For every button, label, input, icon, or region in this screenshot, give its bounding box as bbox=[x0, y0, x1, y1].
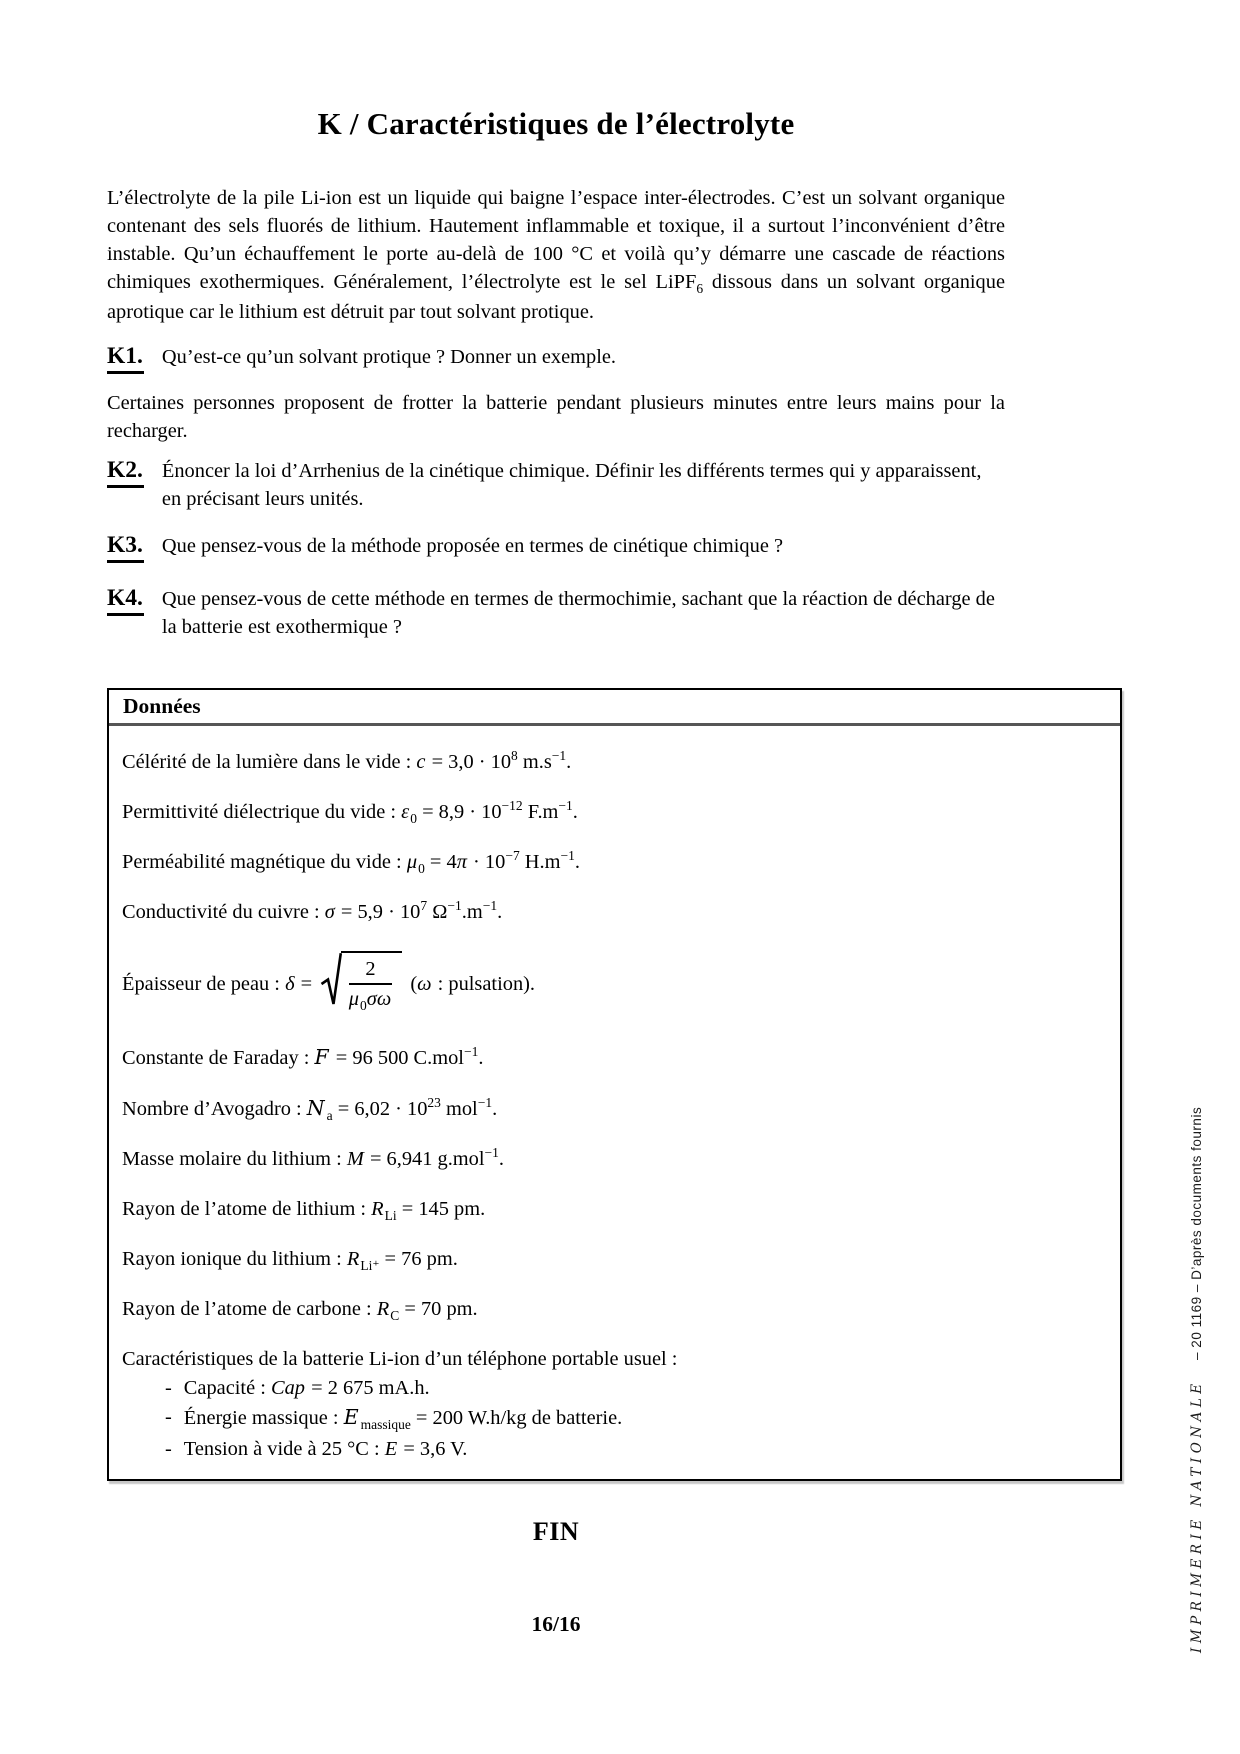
math-variable: μ bbox=[406, 851, 418, 873]
subscript: Li bbox=[384, 1208, 397, 1223]
donnees-box bbox=[107, 688, 1122, 1481]
math-variable: R bbox=[346, 1248, 360, 1270]
superscript: −1 bbox=[484, 1145, 499, 1160]
donnees-header: Données bbox=[109, 690, 1120, 726]
donnees-item: Perméabilité magnétique du vide : $\mu_0 = 4\pi \cdot 10^{-7}$ $H.m^{-1}$. bbox=[122, 848, 580, 876]
superscript: −1 bbox=[463, 1044, 479, 1059]
question-k3-text: Que pensez-vous de la méthode proposée en termes de cinétique chimique ? bbox=[161, 535, 784, 557]
question-k4 bbox=[107, 584, 1005, 641]
interlude-paragraph: Certaines personnes proposent de frotter la batterie pendant plusieurs minutes entre leurs mains pour la recharger. bbox=[107, 392, 1005, 442]
superscript: 23 bbox=[427, 1095, 441, 1110]
subscript: C bbox=[390, 1308, 400, 1323]
subscript: 0 bbox=[360, 998, 367, 1013]
question-k2 bbox=[107, 456, 1005, 513]
math-variable: c bbox=[416, 751, 426, 773]
donnees-item-battery bbox=[122, 1345, 1104, 1463]
math-variable: σω bbox=[366, 988, 392, 1010]
subscript: 6 bbox=[696, 281, 704, 296]
subscript: a bbox=[326, 1108, 333, 1123]
donnees-item: Rayon ionique du lithium : $R_{Li^+} = 76$ pm. bbox=[122, 1248, 458, 1273]
page-number: 16/16 bbox=[531, 1612, 581, 1636]
superscript: 7 bbox=[420, 898, 428, 913]
superscript: −1 bbox=[447, 898, 462, 913]
script-letter: F bbox=[314, 1045, 329, 1069]
dash-bullet: - bbox=[165, 1377, 172, 1399]
page-title: K / Caractéristiques de l’électrolyte bbox=[317, 106, 795, 141]
radical-sign bbox=[320, 951, 342, 1009]
donnees-item: Conductivité du cuivre : $\sigma = 5,9 \cdot 10^7$ $\Omega^{-1}.m^{-1}$. bbox=[122, 898, 503, 923]
donnees-item: Constante de Faraday : F = 96 500 C.mol$^{-1}$. bbox=[122, 1044, 484, 1069]
superscript: −1 bbox=[558, 798, 573, 813]
battery-sub-text: Énergie massique : E $_{massique}$ = 200 W.h/kg de batterie. bbox=[183, 1405, 623, 1432]
donnees-item: Masse molaire du lithium : M = 6,941 g.mol$^{-1}$. bbox=[122, 1145, 505, 1170]
superscript: −12 bbox=[501, 798, 523, 813]
subscript: 0 bbox=[410, 811, 417, 826]
question-k2-number: K2. bbox=[107, 456, 144, 488]
sqrt-expression bbox=[320, 951, 402, 1014]
denominator bbox=[349, 983, 392, 1014]
battery-heading: Caractéristiques de la batterie Li-ion d’un téléphone portable usuel : bbox=[122, 1348, 678, 1370]
radicand bbox=[341, 951, 402, 1014]
fraction bbox=[349, 957, 392, 1014]
script-letter: E bbox=[343, 1405, 359, 1429]
donnees-item: Nombre d’Avogadro : N $_a = 6,02 \cdot 10^{23}$ mol$^{-1}$. bbox=[122, 1095, 498, 1123]
question-k3-number: K3. bbox=[107, 531, 144, 563]
donnees-item: Permittivité diélectrique du vide : $\varepsilon_0 = 8,9 \cdot 10^{-12}$ $F.m^{-1}$. bbox=[122, 798, 578, 826]
donnees-item: Rayon de l’atome de lithium : $R_{Li} = 145$ pm. bbox=[122, 1198, 486, 1223]
battery-sub-item bbox=[122, 1403, 1104, 1434]
donnees-item: Épaisseur de peau : δ = $\frac{2}{\mu_0\sigma\omega}$ (ω : pulsation). bbox=[122, 954, 1104, 1017]
dash-bullet: - bbox=[165, 1406, 172, 1428]
superscript: 8 bbox=[511, 748, 518, 763]
math-variable: π bbox=[456, 851, 467, 873]
donnees-items bbox=[109, 726, 1120, 1479]
math-variable: R bbox=[376, 1298, 390, 1320]
superscript: −1 bbox=[482, 898, 498, 913]
script-letter: N bbox=[306, 1096, 325, 1120]
superscript: −1 bbox=[477, 1095, 493, 1110]
subscript: 0 bbox=[418, 861, 425, 876]
question-k2-text: Énoncer la loi d’Arrhenius de la cinétique chimique. Définir les différents termes qui y apparaissent, en précisant leurs unités. bbox=[161, 460, 982, 510]
question-k4-text: Que pensez-vous de cette méthode en termes de thermochimie, sachant que la réaction de décharge de la batterie est exothermique ? bbox=[161, 588, 995, 638]
donnees-item: Rayon de l’atome de carbone : $R_C = 70$ pm. bbox=[122, 1298, 478, 1323]
imprint-info: – 20 1169 – D’après documents fournis bbox=[1189, 1106, 1204, 1360]
donnees-item: Célérité de la lumière dans le vide : $c = 3,0 \cdot 10^8$ $m.s^{-1}$. bbox=[122, 748, 572, 773]
math-variable: R bbox=[371, 1198, 384, 1220]
question-k1-text: Qu’est-ce qu’un solvant protique ? Donner un exemple. bbox=[161, 346, 617, 368]
content-column bbox=[107, 0, 1005, 1547]
printer-imprint bbox=[1189, 1107, 1205, 1653]
math-variable: M bbox=[346, 1148, 364, 1170]
battery-sub-item bbox=[122, 1374, 1104, 1402]
math-variable: Cap bbox=[271, 1377, 305, 1399]
battery-sub-item bbox=[122, 1435, 1104, 1463]
superscript: −1 bbox=[551, 748, 567, 763]
fin-label: FIN bbox=[532, 1517, 580, 1546]
question-k1-number: K1. bbox=[107, 342, 144, 374]
subscript: Li⁺ bbox=[360, 1258, 380, 1273]
superscript: −7 bbox=[505, 848, 520, 863]
math-variable: ω bbox=[417, 973, 432, 996]
math-variable: δ bbox=[285, 973, 295, 996]
math-variable: E bbox=[384, 1438, 398, 1460]
math-variable: ε bbox=[401, 801, 410, 823]
battery-sub-text: Tension à vide à 25 °C : E = 3,6 V. bbox=[183, 1438, 468, 1460]
battery-sub-text: Capacité : Cap = 2 675 mA.h. bbox=[183, 1377, 430, 1399]
question-k4-number: K4. bbox=[107, 584, 144, 616]
superscript: −1 bbox=[560, 848, 575, 863]
question-k1 bbox=[107, 342, 1005, 374]
numerator: 2 bbox=[365, 958, 376, 980]
imprimerie-text: IMPRIMERIE NATIONALE bbox=[1189, 1379, 1205, 1653]
subscript: massique bbox=[360, 1417, 411, 1432]
intro-paragraph: L’électrolyte de la pile Li-ion est un liquide qui baigne l’espace inter-électrodes. C’est un solvant organique contenant des sels fluorés de lithium. Hautement inflammable et toxique, il a surtout l’inconvénient d’être instable. Qu’un échauffement le porte au-delà de 100 °C et voilà qu’y démarre une cascade de réactions chimiques exothermiques. Généralement, l’électrolyte est le sel LiPF$_6$ dissous dans un solvant organique aprotique car le lithium est détruit par tout solvant protique. bbox=[107, 187, 1005, 323]
question-k3 bbox=[107, 531, 1005, 563]
math-variable: σ bbox=[324, 901, 335, 923]
math-variable: μ bbox=[348, 988, 360, 1010]
dash-bullet: - bbox=[165, 1438, 172, 1460]
